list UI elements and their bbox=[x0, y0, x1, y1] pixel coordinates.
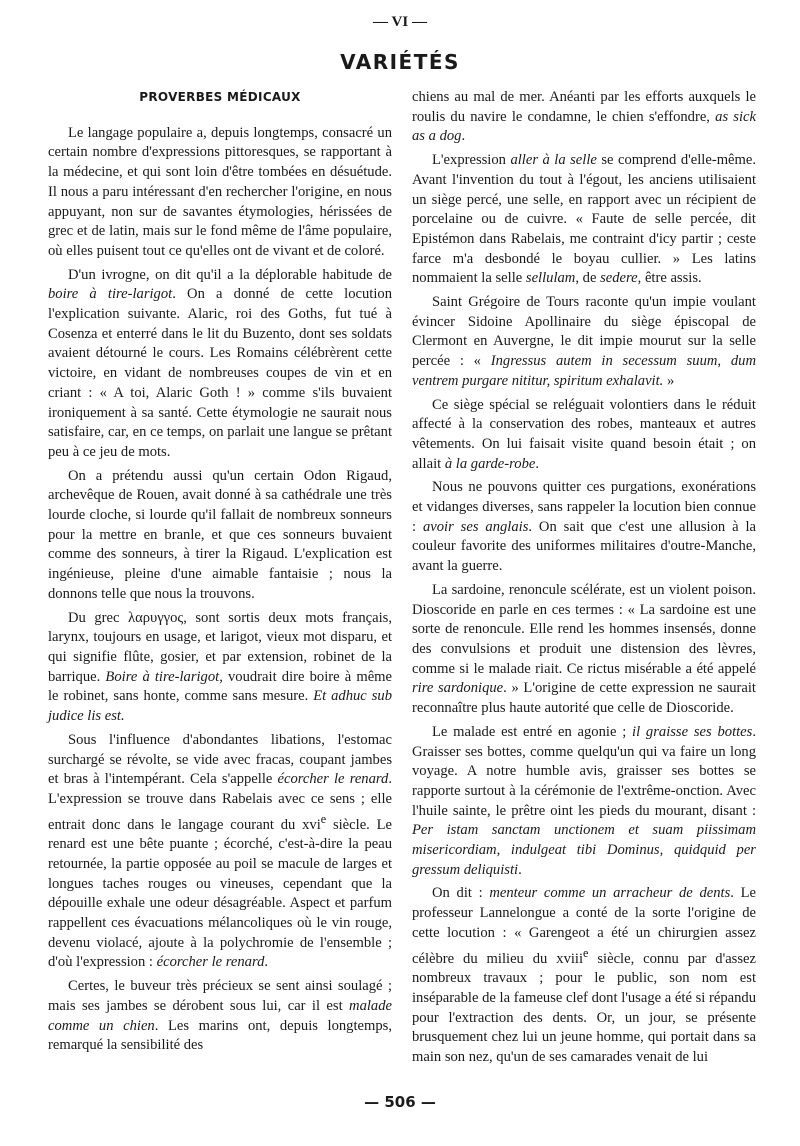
section-title: VARIÉTÉS bbox=[340, 50, 460, 74]
paragraph: La sardoine, renoncule scélérate, est un violent poison. Dioscoride en parle en ces termes : « La sardoine est une sorte de renoncule. Elle rend les hommes insensés, donne des convulsions et produit une distension des lèvres, comme si le malade riait. Ce rictus misérable a été appelé rire sardonique. » L'origine de cette expression ne saurait reconnaître plus haute autorité que celle de Dioscoride. bbox=[412, 581, 756, 717]
paragraph: chiens au mal de mer. Anéanti par les efforts auxquels le roulis du navire le condamne, le chien s'effondre, as sick as a dog. bbox=[412, 89, 756, 145]
paragraph: On dit : menteur comme un arracheur de dents. Le professeur Lannelongue a conté de la sorte l'origine de cette locution : « Garengeot a été un chirurgien assez célèbre du milieu du xviii$^e$ siècle, connu par d'assez nombreux travaux ; pour le public, son nom est inséparable de la fameuse clef dont l'usage a été si répandu pour l'extraction des dents. Or, un jour, se présente brusquement chez lui un jeune homme, qui portait dans sa main son nez, qu'un de ses camarades venait de lui bbox=[412, 885, 756, 1065]
paragraph: Certes, le buveur très précieux se sent ainsi soulagé ; mais ses jambes se dérobent sous lui, car il est malade comme un chien. Les marins ont, depuis longtemps, remarqué la sensibilité des bbox=[48, 978, 392, 1054]
roman-page-number: — VI — bbox=[373, 14, 427, 30]
paragraph: Ce siège spécial se reléguait volontiers dans le réduit affecté à la conservation des robes, manteaux et autres vêtements. On lui faisait visite quand besoin était ; on allait à la garde-robe. bbox=[412, 396, 756, 472]
paragraph: Nous ne pouvons quitter ces purgations, exonérations et vidanges diverses, sans rappeler la locution bien connue : avoir ses anglais. On sait que c'est une allusion à la couleur favorite des uniformes militaires d'outre-Manche, avant la guerre. bbox=[412, 479, 756, 575]
paragraph: Le langage populaire a, depuis longtemps, consacré un certain nombre d'expressions pittoresques, se rapportant à la médecine, et qui sont loin d'être tombées en désuétude. Il nous a paru intéressant d'en rechercher l'origine, en nous appuyant, non sur de savantes étymologies, hérissées de grec et de latin, mais sur le fond même de l'âme populaire, où elles puisent tout ce qu'elles ont de vivant et de coloré. bbox=[48, 124, 392, 259]
right-column bbox=[412, 88, 756, 1072]
article-subtitle: PROVERBES MÉDICAUX bbox=[139, 90, 301, 104]
paragraph: Sous l'influence d'abondantes libations, l'estomac surchargé se révolte, se vide avec fracas, coupant jambes et bras à l'intempérant. Cela s'appelle écorcher le renard. L'expression se trouve dans Rabelais avec ce sens ; elle entrait donc dans le langage courant du xvi$^e$ siècle. Le renard est une bête puante ; écorché, c'est-à-dire la peau retournée, la partie opposée au poil se macule de larges et longues taches rouges ou vineuses, cependant que la dépouille exhale une odeur désagréable. Aspect et parfum rappellent ces évacuations mélancoliques où le vin rouge, devenu violacé, ajoute à la polychromie de l'ensemble ; d'où l'expression : écorcher le renard. bbox=[48, 731, 392, 971]
paragraph: Le malade est entré en agonie ; il graisse ses bottes. Graisser ses bottes, comme quelqu'un qui va faire un long voyage. A notre humble avis, graisser ses bottes se rapporte surtout à la cérémonie de l'extrême-onction. Avec l'huile sainte, le prêtre oint les pieds du mourant, disant : Per istam sanctam unctionem et suam piissimam misericordiam, indulgeat tibi Dominus, quidquid per gressum deliquisti. bbox=[412, 723, 756, 878]
paragraph: L'expression aller à la selle se comprend d'elle-même. Avant l'invention du tout à l'égout, les anciens utilisaient un siège percé, une selle, en rapport avec un récipient de porcelaine ou de cuivre. « Faute de selle percée, dit Epistémon dans Rabelais, me contraint d'icy partir ; ceste farce m'a desbondé le boyau cullier. » Les latins nommaient la selle sellulam, de sedere, être assis. bbox=[412, 152, 756, 287]
left-column bbox=[48, 86, 392, 1060]
paragraph: Du grec λαρυγγος, sont sortis deux mots français, larynx, toujours en usage, et larigot, vieux mot disparu, et qui signifie flûte, gosier, et par extension, robinet de la barrique. Boire à tire-larigot, voudrait dire boire à même le robinet, sans honte, comme sans mesure. Et adhuc sub judice lis est. bbox=[48, 609, 392, 725]
page-number: — 506 — bbox=[364, 1093, 436, 1111]
paragraph: D'un ivrogne, on dit qu'il a la déplorable habitude de boire à tire-larigot. On a donné de cette locution l'explication suivante. Alaric, roi des Goths, fut tué à Cosenza et enterré dans le lit du Buzento, dont ses soldats avaient détourné le cours. Les Romains célébrèrent cette victoire, en vidant de nombreuses coupes de vin et en criant : « A toi, Alaric Goth ! » comme s'ils buvaient ironiquement à sa santé. Cette étymologie ne saurait nous satisfaire, car, en ce temps, on parlait une langue se prêtant peu à ce jeu de mots. bbox=[48, 266, 392, 460]
paragraph: On a prétendu aussi qu'un certain Odon Rigaud, archevêque de Rouen, avait donné à sa cathédrale une très lourde cloche, si lourde qu'il fallait de nombreux sonneurs pour la mettre en branle, et que ces sonneurs buvaient comme des sonneurs, à tirer la Rigaud. L'explication est ingénieuse, pleine d'une aimable fantaisie ; nous la donnons telle que nous la trouvons. bbox=[48, 467, 392, 602]
paragraph: Saint Grégoire de Tours raconte qu'un impie voulant évincer Sidoine Apollinaire du siège épiscopal de Clermont en Auvergne, le dit impie mourut sur la selle percée : « Ingressus autem in secessum suum, dum ventrem purgare nititur, spiritum exhalavit. » bbox=[412, 294, 756, 389]
